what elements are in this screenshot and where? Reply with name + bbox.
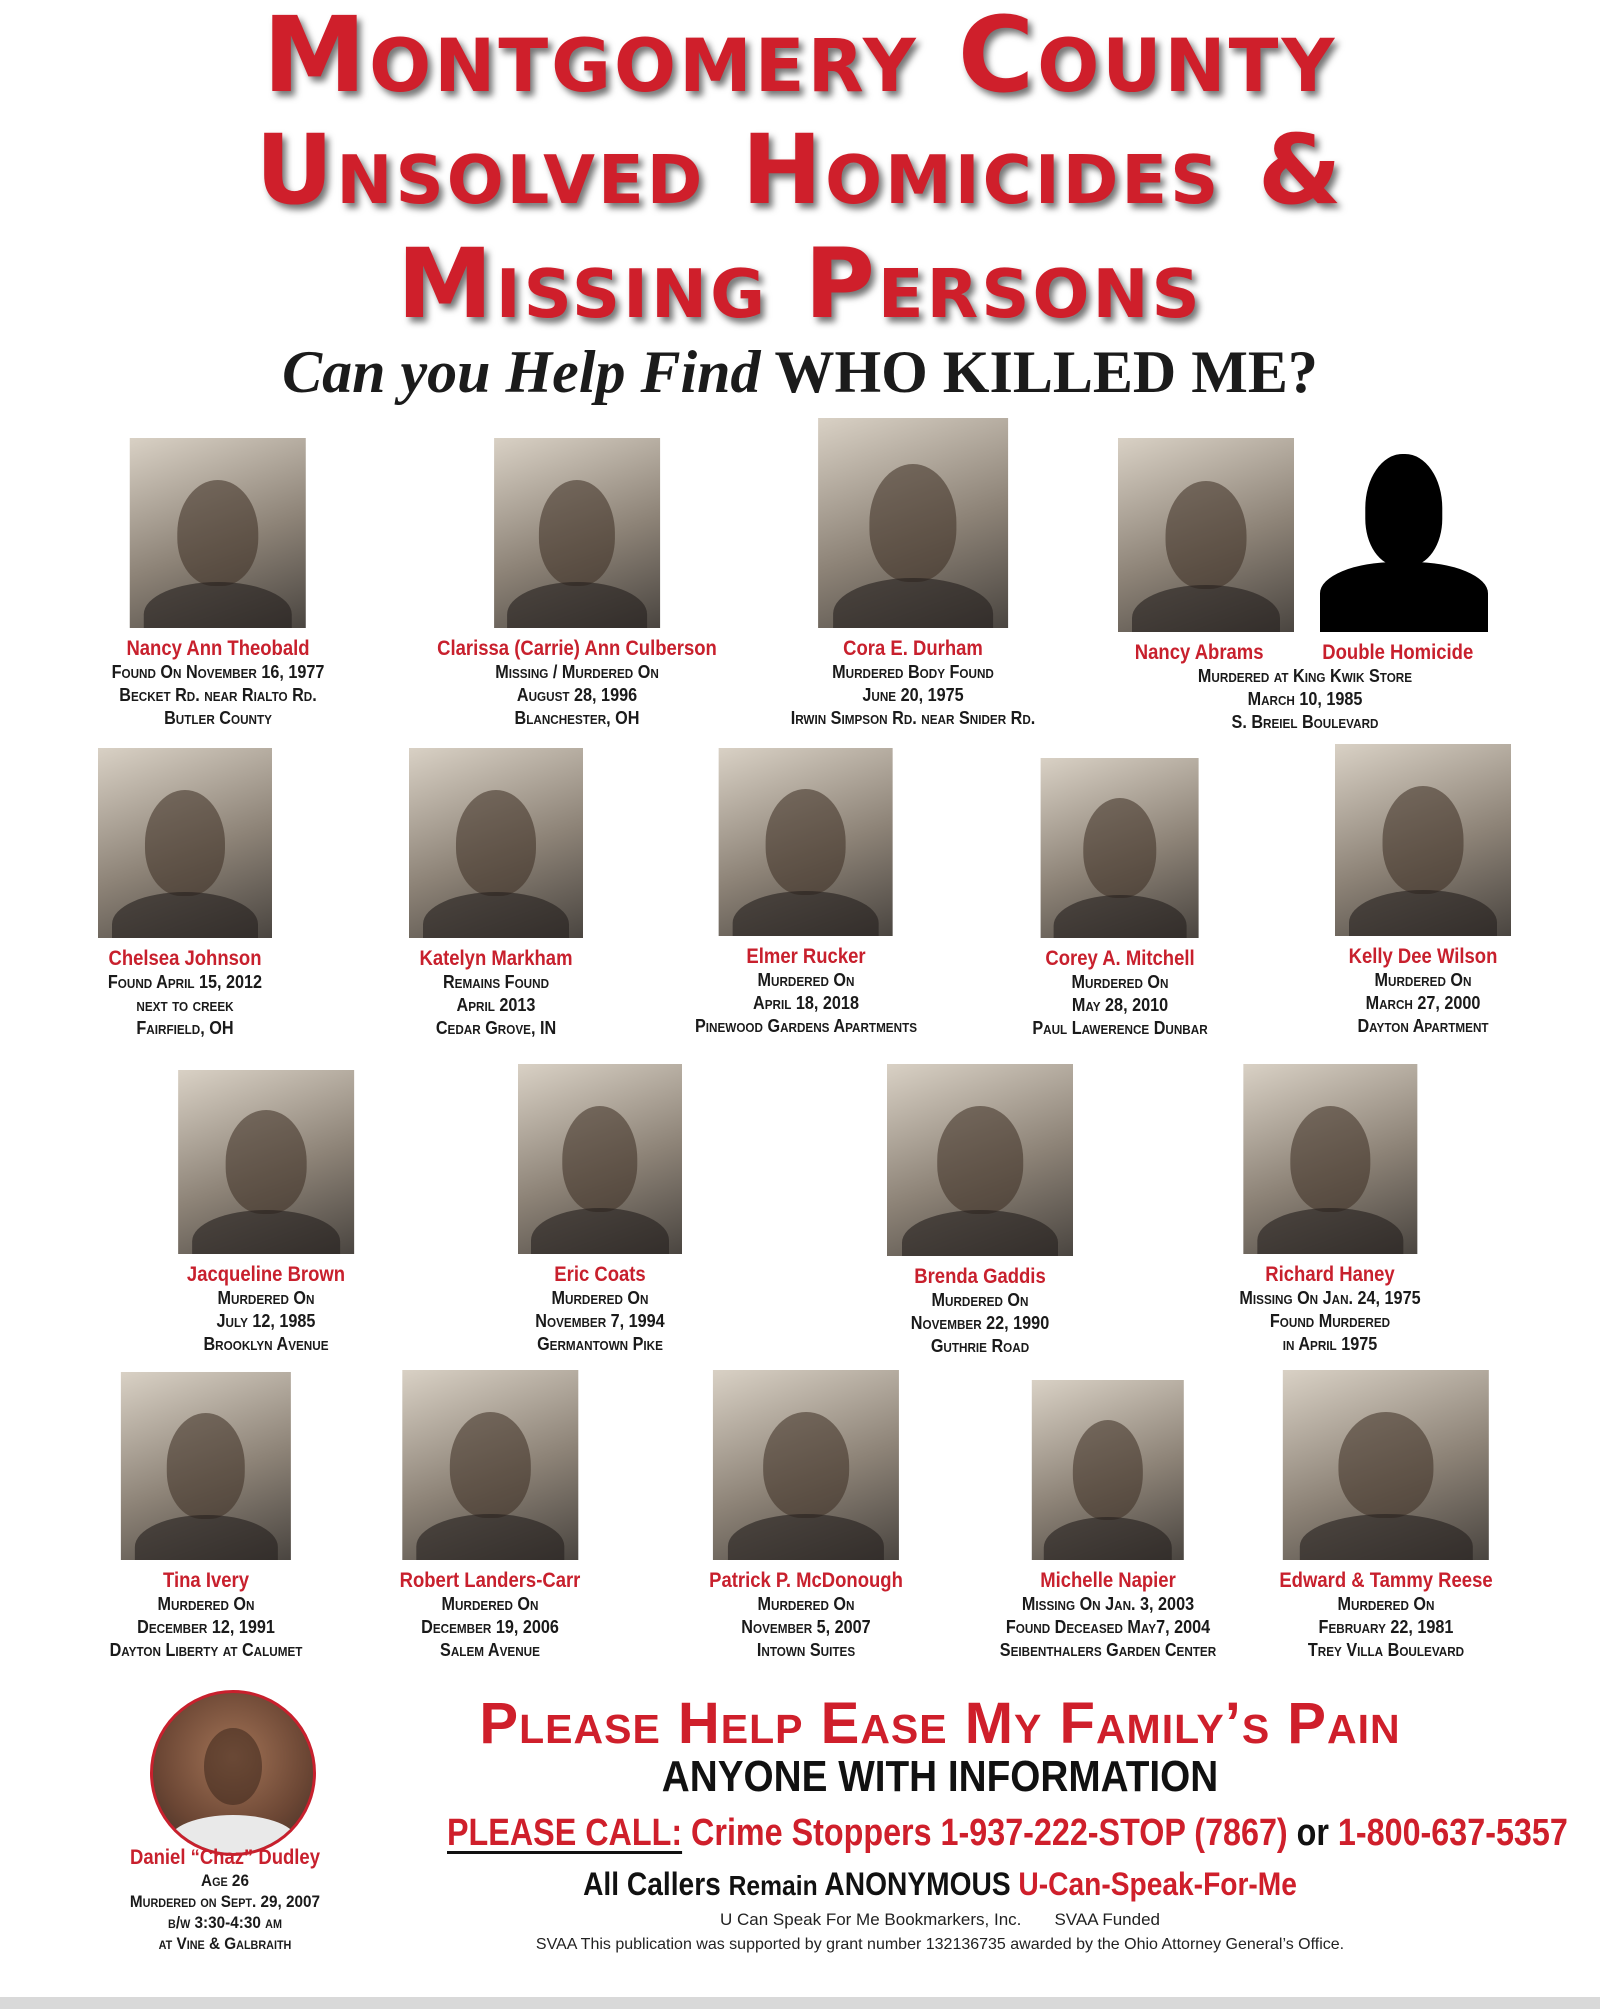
victim-detail: Missing On Jan. 3, 2003: [1021, 1594, 1195, 1614]
victim-name: Chelsea Johnson: [108, 947, 262, 970]
victim-photo: [1118, 438, 1294, 632]
victim-photo: [409, 748, 583, 938]
victim-detail: Brooklyn Avenue: [203, 1334, 329, 1354]
victim-detail: Murdered Body Found: [832, 662, 994, 682]
victim-card: [100, 438, 336, 730]
anyone-with-information: ANYONE WITH INFORMATION: [661, 1752, 1219, 1801]
alt-phone-number: 1-800-637-5357: [1337, 1812, 1568, 1854]
grant-note: SVAA This publication was supported by grant number 132136735 awarded by the Ohio Attorney General’s Office.: [535, 1936, 1345, 1953]
victim-detail: February 22, 1981: [1318, 1617, 1454, 1637]
victim-detail: Seibenthalers Garden Center: [999, 1640, 1217, 1660]
victim-detail: next to creek: [136, 995, 234, 1015]
victim-detail: Paul Lawerence Dunbar: [1032, 1018, 1208, 1038]
victim-photo: [1041, 758, 1199, 938]
victim-detail: Murdered On: [441, 1594, 539, 1614]
victim-name: Richard Haney: [1265, 1263, 1395, 1286]
victim-detail: Murdered On: [1374, 970, 1472, 990]
victim-name: Clarissa (Carrie) Ann Culberson: [437, 637, 717, 660]
double-homicide-label: Double Homicide: [1322, 641, 1474, 664]
victim-name: Jacqueline Brown: [186, 1263, 346, 1286]
victim-name: Elmer Rucker: [746, 945, 866, 968]
victim-detail: Found Deceased May7, 2004: [1005, 1617, 1211, 1637]
anon-prefix: All Callers: [583, 1866, 721, 1902]
victim-detail: in April 1975: [1282, 1334, 1378, 1354]
victim-name: Tina Ivery: [163, 1569, 249, 1592]
anon-mid: Remain: [728, 1870, 818, 1901]
victim-card: [1023, 758, 1218, 1040]
victim-card: [777, 418, 1049, 730]
victim-detail: Murdered On: [757, 1594, 855, 1614]
victim-detail: Murdered on Sept. 29, 2007: [129, 1892, 321, 1911]
victim-photo: [98, 748, 272, 938]
publisher-line: [440, 1910, 1440, 1930]
victim-detail: Becket Rd. near Rialto Rd.: [119, 685, 317, 705]
victim-detail: Irwin Simpson Rd. near Snider Rd.: [790, 708, 1036, 728]
victim-card: [176, 1070, 356, 1356]
victim-photo: [402, 1370, 578, 1560]
victim-detail: Age 26: [201, 1871, 249, 1890]
victim-card: [696, 1370, 916, 1662]
victim-detail: at Vine & Galbraith: [158, 1934, 292, 1953]
victim-card: [518, 1064, 682, 1356]
victim-detail: Found Murdered: [1269, 1311, 1391, 1331]
victim-detail: December 12, 1991: [137, 1617, 275, 1637]
victim-detail: Remains Found: [442, 972, 550, 992]
victim-photo: [887, 1064, 1073, 1256]
tagline: [0, 338, 1600, 407]
victim-detail: December 19, 2006: [421, 1617, 559, 1637]
victim-detail: Murdered On: [1071, 972, 1169, 992]
victim-photo: [1335, 744, 1511, 936]
victim-detail: May 28, 2010: [1071, 995, 1169, 1015]
call-label: PLEASE CALL:: [447, 1812, 683, 1854]
victim-detail: Murdered On: [931, 1290, 1029, 1310]
victim-detail: Murdered at King Kwik Store: [1197, 666, 1413, 686]
victim-name: Kelly Dee Wilson: [1348, 945, 1498, 968]
title-line-1: Montgomery County: [262, 0, 1338, 116]
victim-photo: [130, 438, 306, 628]
victim-detail: April 2013: [456, 995, 536, 1015]
victim-detail: Murdered On: [757, 970, 855, 990]
title-line-2: Unsolved Homicides &: [255, 114, 1345, 226]
victim-detail: Found April 15, 2012: [107, 972, 263, 992]
funding-note: SVAA Funded: [1054, 1910, 1160, 1929]
victim-detail: November 22, 1990: [910, 1313, 1050, 1333]
tagline-italic: Can you Help Find: [282, 339, 761, 405]
victim-name: Robert Landers-Carr: [399, 1569, 581, 1592]
victim-detail: April 18, 2018: [753, 993, 859, 1013]
tagline-bold: WHO KILLED ME?: [774, 339, 1318, 405]
victim-detail: November 5, 2007: [741, 1617, 871, 1637]
victim-photo: [494, 438, 660, 628]
victim-name: Daniel “Chaz” Dudley: [130, 1846, 320, 1869]
victim-photo: [818, 418, 1008, 628]
plea-heading: Please Help Ease My Family’s Pain: [479, 1691, 1401, 1756]
victim-name: Katelyn Markham: [419, 947, 573, 970]
victim-detail: August 28, 1996: [516, 685, 638, 705]
victim-card: [409, 748, 583, 1040]
victim-detail: b/w 3:30-4:30 am: [168, 1913, 282, 1932]
victim-card: [683, 748, 930, 1038]
victim-detail: Found On November 16, 1977: [111, 662, 325, 682]
victim-detail: Dayton Liberty at Calumet: [109, 1640, 303, 1660]
victim-name: Brenda Gaddis: [914, 1265, 1046, 1288]
victim-card: [988, 1380, 1228, 1662]
victim-card: [98, 748, 272, 1040]
victim-detail: Pinewood Gardens Apartments: [694, 1016, 918, 1036]
victim-detail: June 20, 1975: [862, 685, 964, 705]
victim-card-double-homicide: [1118, 438, 1492, 734]
victim-name: Nancy Abrams: [1134, 641, 1264, 664]
victim-photo: [121, 1372, 291, 1560]
crime-stoppers-number: Crime Stoppers 1-937-222-STOP (7867): [691, 1812, 1288, 1854]
victim-detail: Cedar Grove, IN: [435, 1018, 557, 1038]
victim-name: Patrick P. McDonough: [709, 1569, 903, 1592]
victim-card: [887, 1064, 1073, 1358]
victim-detail: Murdered On: [1337, 1594, 1435, 1614]
victim-card: [387, 1370, 592, 1662]
silhouette-icon: [1316, 438, 1492, 632]
victim-photo: [719, 748, 893, 936]
victim-detail: March 27, 2000: [1365, 993, 1481, 1013]
dudley-card: [117, 1845, 333, 1954]
victim-detail: Guthrie Road: [930, 1336, 1030, 1356]
victim-detail: Missing On Jan. 24, 1975: [1239, 1288, 1421, 1308]
victim-detail: Murdered On: [157, 1594, 255, 1614]
anonymous-line: [500, 1866, 1380, 1903]
victim-name: Nancy Ann Theobald: [126, 637, 310, 660]
victim-name: Edward & Tammy Reese: [1279, 1569, 1493, 1592]
victim-detail: July 12, 1985: [216, 1311, 316, 1331]
victim-detail: Murdered On: [217, 1288, 315, 1308]
victim-detail: Fairfield, OH: [136, 1018, 234, 1038]
victim-detail: Salem Avenue: [440, 1640, 540, 1660]
victim-photo: [713, 1370, 899, 1560]
victim-detail: Murdered On: [551, 1288, 649, 1308]
anon-word: ANONYMOUS: [824, 1866, 1011, 1902]
bottom-divider: [0, 1997, 1600, 2009]
victim-detail: Blanchester, OH: [514, 708, 640, 728]
victim-detail: Butler County: [164, 708, 272, 728]
victim-name: Corey A. Mitchell: [1045, 947, 1195, 970]
victim-card: [1265, 1370, 1507, 1662]
victim-card: [1335, 744, 1511, 1038]
victim-photo: [1243, 1064, 1417, 1254]
title-line-3: Missing Persons: [397, 228, 1203, 340]
victim-detail: November 7, 1994: [535, 1311, 665, 1331]
or-text: or: [1296, 1812, 1329, 1854]
victim-card: [418, 438, 736, 730]
victim-detail: S. Breiel Boulevard: [1231, 712, 1379, 732]
victim-name: Cora E. Durham: [843, 637, 983, 660]
victim-photo: [1032, 1380, 1184, 1560]
victim-card: [1229, 1064, 1430, 1356]
victim-photo: [178, 1070, 354, 1254]
call-line: [447, 1812, 1568, 1855]
victim-detail: Missing / Murdered On: [495, 662, 659, 682]
victim-detail: March 10, 1985: [1247, 689, 1363, 709]
victim-photo: [1283, 1370, 1489, 1560]
victim-name: Michelle Napier: [1040, 1569, 1176, 1592]
dudley-photo: [150, 1690, 316, 1856]
victim-detail: Intown Suites: [756, 1640, 856, 1660]
victim-name: Eric Coats: [554, 1263, 646, 1286]
victim-photo: [518, 1064, 682, 1254]
victim-detail: Trey Villa Boulevard: [1307, 1640, 1465, 1660]
victim-detail: Dayton Apartment: [1357, 1016, 1489, 1036]
brand-name: U-Can-Speak-For-Me: [1018, 1866, 1297, 1902]
victim-card: [99, 1372, 313, 1662]
publisher-name: U Can Speak For Me Bookmarkers, Inc.: [720, 1910, 1022, 1929]
victim-detail: Germantown Pike: [537, 1334, 663, 1354]
